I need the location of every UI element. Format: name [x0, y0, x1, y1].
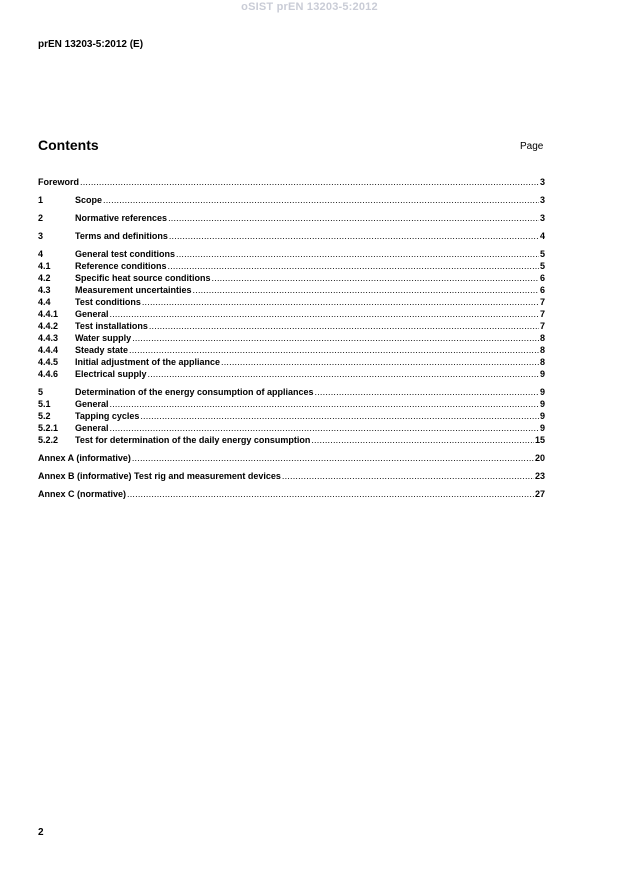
toc-entry[interactable]: [38, 284, 545, 296]
toc-title: Normative references: [75, 213, 168, 223]
toc-entry-foreword[interactable]: [38, 176, 545, 188]
toc-entry[interactable]: [38, 230, 545, 242]
toc-page: 9: [539, 399, 545, 409]
toc-page: 15: [534, 435, 545, 445]
toc-title: Initial adjustment of the appliance: [75, 357, 221, 367]
toc-title: General test conditions: [75, 249, 176, 259]
toc-page: 9: [539, 369, 545, 379]
toc-title: Steady state: [75, 345, 129, 355]
toc-number: 4: [38, 249, 44, 259]
toc-page: 8: [539, 357, 545, 367]
toc-number: 4.4.1: [38, 309, 59, 319]
toc-entry[interactable]: [38, 398, 545, 410]
toc-page: 9: [539, 387, 545, 397]
toc-page: 8: [539, 345, 545, 355]
toc-entry[interactable]: [38, 356, 545, 368]
toc-title: Test installations: [75, 321, 148, 331]
toc-entry[interactable]: [38, 410, 545, 422]
toc-title: Test conditions: [75, 297, 141, 307]
toc-title: Scope: [75, 195, 103, 205]
toc-page: 6: [539, 285, 545, 295]
toc-number: 4.4.5: [38, 357, 59, 367]
toc-title: General: [75, 399, 109, 409]
toc-page: 7: [539, 321, 545, 331]
toc-page: 20: [534, 453, 545, 463]
toc-entry[interactable]: [38, 194, 545, 206]
toc-entry[interactable]: [38, 308, 545, 320]
toc-number: 4.4: [38, 297, 51, 307]
watermark: oSIST prEN 13203-5:2012: [241, 1, 378, 13]
toc-title: Determination of the energy consumption of appliances: [75, 387, 314, 397]
toc-title: Annex A (informative): [38, 453, 131, 463]
toc-number: 4.4.3: [38, 333, 59, 343]
toc-page: 23: [534, 471, 545, 481]
toc-number: 4.4.6: [38, 369, 59, 379]
toc-page: 7: [539, 297, 545, 307]
toc-entry-annex-b[interactable]: [38, 470, 545, 482]
toc-entry[interactable]: [38, 248, 545, 260]
toc-number: 5: [38, 387, 44, 397]
toc-entry[interactable]: [38, 260, 545, 272]
toc-page: 7: [539, 309, 545, 319]
toc-title: Reference conditions: [75, 261, 167, 271]
toc-entry[interactable]: [38, 212, 545, 224]
toc-page: 8: [539, 333, 545, 343]
toc-page: 9: [539, 411, 545, 421]
toc-number: 5.2.2: [38, 435, 59, 445]
toc-number: 5.2.1: [38, 423, 59, 433]
toc-entry[interactable]: [38, 422, 545, 434]
toc-entry[interactable]: [38, 332, 545, 344]
toc-title: Annex B (informative) Test rig and measurement devices: [38, 471, 281, 481]
toc-title: Test for determination of the daily energy consumption: [75, 435, 311, 445]
toc-title: Electrical supply: [75, 369, 147, 379]
toc-title: Terms and definitions: [75, 231, 168, 241]
toc-entry[interactable]: [38, 272, 545, 284]
toc-number: 4.2: [38, 273, 51, 283]
toc-title: Annex C (normative): [38, 489, 127, 499]
toc-number: 4.4.2: [38, 321, 59, 331]
toc-number: 1: [38, 195, 44, 205]
toc-entry[interactable]: [38, 434, 545, 446]
toc-entry[interactable]: [38, 344, 545, 356]
contents-heading: Contents: [38, 137, 99, 153]
toc-page: 6: [539, 273, 545, 283]
toc-title: Foreword: [38, 177, 80, 187]
toc-entry[interactable]: [38, 386, 545, 398]
toc-page: 5: [539, 261, 545, 271]
toc-number: 3: [38, 231, 44, 241]
document-header: prEN 13203-5:2012 (E): [38, 39, 144, 50]
toc-number: 4.3: [38, 285, 51, 295]
toc-entry-annex-c[interactable]: [38, 488, 545, 500]
toc-title: Measurement uncertainties: [75, 285, 192, 295]
toc-title: General: [75, 309, 109, 319]
table-of-contents: [38, 176, 545, 500]
toc-page: 4: [539, 231, 545, 241]
toc-number: 4.1: [38, 261, 51, 271]
toc-page: 27: [534, 489, 545, 499]
page-number: 2: [38, 827, 44, 838]
toc-entry[interactable]: [38, 368, 545, 380]
toc-page: 9: [539, 423, 545, 433]
toc-title: General: [75, 423, 109, 433]
toc-page: 3: [539, 195, 545, 205]
toc-number: 4.4.4: [38, 345, 59, 355]
toc-entry-annex-a[interactable]: [38, 452, 545, 464]
toc-title: Tapping cycles: [75, 411, 140, 421]
page-column-label: Page: [520, 141, 544, 152]
toc-title: Water supply: [75, 333, 132, 343]
toc-page: 3: [539, 213, 545, 223]
toc-number: 5.2: [38, 411, 51, 421]
toc-number: 5.1: [38, 399, 51, 409]
toc-title: Specific heat source conditions: [75, 273, 211, 283]
toc-page: 5: [539, 249, 545, 259]
toc-number: 2: [38, 213, 44, 223]
toc-entry[interactable]: [38, 320, 545, 332]
toc-page: 3: [539, 177, 545, 187]
toc-entry[interactable]: [38, 296, 545, 308]
